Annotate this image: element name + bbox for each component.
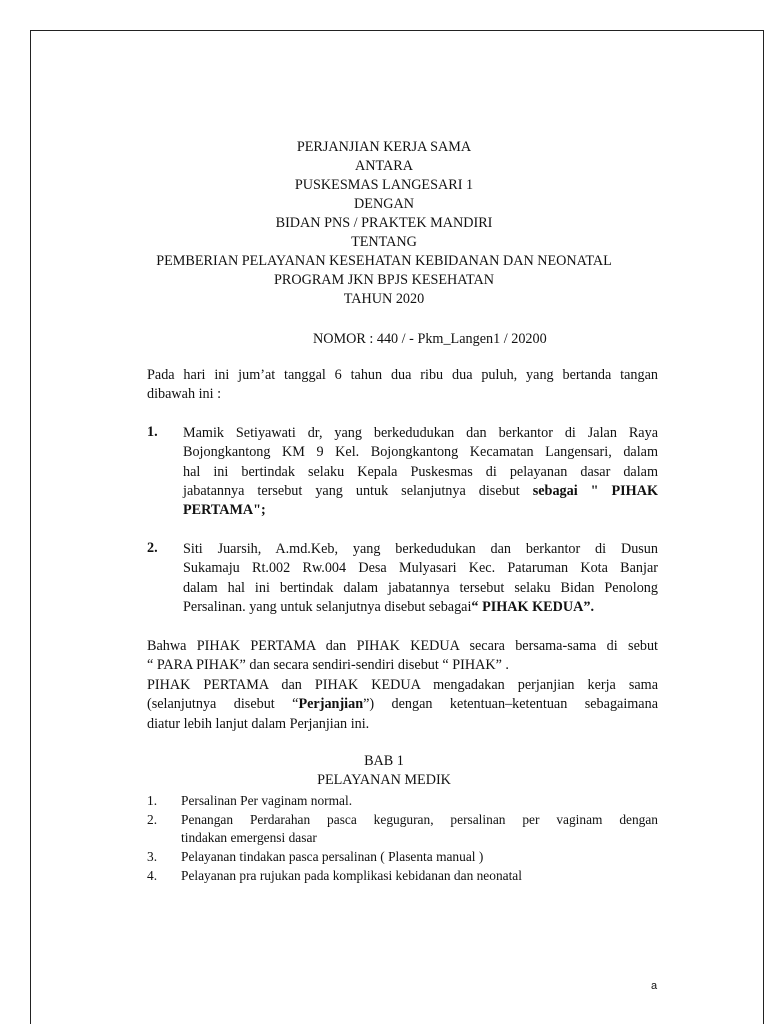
intro-line: Pada hari ini jum’at tanggal 6 tahun dua ribu dua puluh, yang bertanda tangan <box>147 367 658 383</box>
perjanjian-label: Perjanjian <box>298 696 364 713</box>
bahwa-paragraph <box>147 637 658 676</box>
pihak-pertama-label-end: PERTAMA"; <box>183 502 266 519</box>
list-number: 4. <box>147 867 158 883</box>
pihak-pertama-label: sebagai " PIHAK <box>532 482 659 499</box>
title-line: TAHUN 2020 <box>343 291 425 307</box>
party-line <box>183 482 658 501</box>
document-number: NOMOR : 440 / - Pkm_Langen1 / 20200 <box>313 331 547 347</box>
party-line: dalam hal ini bertindak dalam jabatannya tersebut selaku Bidan Penolong <box>183 579 658 596</box>
bahwa-line: Bahwa PIHAK PERTAMA dan PIHAK KEDUA secara bersama-sama di sebut <box>147 638 658 654</box>
party-line-text: Persalinan. yang untuk selanjutnya disebut sebagai <box>183 598 472 615</box>
party-line: Bojongkantong KM 9 Kel. Bojongkantong Kecamatan Langensari, dalam <box>183 444 658 461</box>
party-line <box>183 598 658 617</box>
page-mark: a <box>651 980 658 992</box>
agreement-line <box>147 695 658 714</box>
list-number: 2. <box>147 812 158 827</box>
title-line: TENTANG <box>351 234 417 250</box>
list-text: Penangan Perdarahan pasca keguguran, persalinan per vaginam dengan <box>181 812 658 827</box>
title-line: PEMBERIAN PELAYANAN KESEHATAN KEBIDANAN DAN NEONATAL <box>156 253 612 269</box>
party-line <box>183 501 658 520</box>
title-line: DENGAN <box>354 196 414 212</box>
list-item <box>147 792 658 810</box>
list-number: 3. <box>147 848 158 864</box>
pihak-kedua-label: “ PIHAK KEDUA”. <box>471 598 594 615</box>
party-number: 2. <box>147 540 158 556</box>
title-line: PROGRAM JKN BPJS KESEHATAN <box>274 272 494 288</box>
party-first <box>183 424 658 520</box>
list-item <box>147 848 658 866</box>
party-line: Sukamaju Rt.002 Rw.004 Desa Mulyasari Kec. Pataruman Kota Banjar <box>183 560 658 577</box>
services-list <box>147 792 658 886</box>
title-line: PERJANJIAN KERJA SAMA <box>296 139 472 155</box>
list-item <box>147 811 658 846</box>
chapter-heading <box>0 752 768 790</box>
agreement-paragraph <box>147 676 658 734</box>
title-line: ANTARA <box>355 158 413 174</box>
list-number: 1. <box>147 793 158 808</box>
title-line: BIDAN PNS / PRAKTEK MANDIRI <box>275 215 493 231</box>
agreement-line: diatur lebih lanjut dalam Perjanjian ini. <box>147 715 370 732</box>
agreement-text: (selanjutnya disebut “ <box>147 696 299 713</box>
party-second <box>183 540 658 617</box>
chapter-title: PELAYANAN MEDIK <box>317 772 451 788</box>
party-line: Siti Juarsih, A.md.Keb, yang berkedudukan dan berkantor di Dusun <box>183 541 658 557</box>
chapter-number: BAB 1 <box>364 753 404 769</box>
party-line-text: jabatannya tersebut yang untuk selanjutnya disebut <box>183 482 520 499</box>
agreement-text: ”) dengan ketentuan–ketentuan sebagaimana <box>363 696 658 713</box>
list-text: tindakan emergensi dasar <box>181 829 317 845</box>
list-text: Pelayanan pra rujukan pada komplikasi kebidanan dan neonatal <box>181 867 522 883</box>
intro-line: dibawah ini : <box>147 386 222 403</box>
bahwa-line: “ PARA PIHAK” dan secara sendiri-sendiri disebut “ PIHAK” . <box>147 657 509 674</box>
list-text: Persalinan Per vaginam normal. <box>181 793 353 808</box>
party-number: 1. <box>147 424 158 440</box>
intro-paragraph <box>147 366 658 405</box>
list-text: Pelayanan tindakan pasca persalinan ( Plasenta manual ) <box>181 848 484 864</box>
party-line: hal ini bertindak selaku Kepala Puskesmas di pelayanan dasar dalam <box>183 463 658 480</box>
document-title <box>0 138 768 309</box>
title-line: PUSKESMAS LANGESARI 1 <box>294 177 474 193</box>
party-line: Mamik Setiyawati dr, yang berkedudukan dan berkantor di Jalan Raya <box>183 425 658 441</box>
agreement-line: PIHAK PERTAMA dan PIHAK KEDUA mengadakan perjanjian kerja sama <box>147 677 658 693</box>
list-item <box>147 867 658 885</box>
